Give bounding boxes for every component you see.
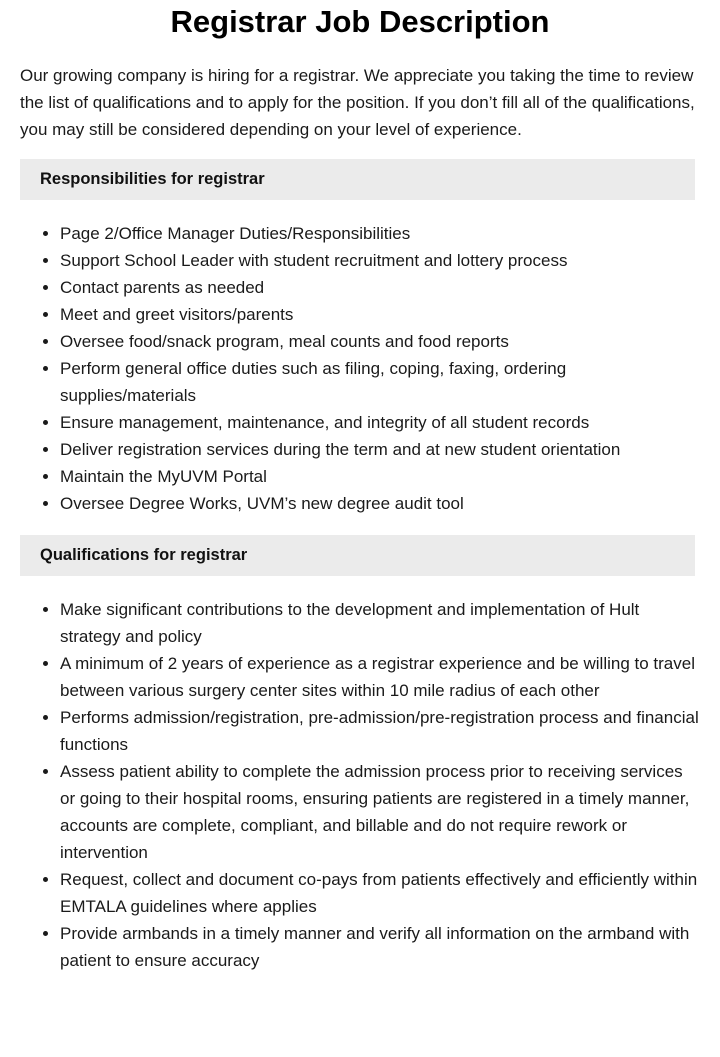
list-item: • A minimum of 2 years of experience as a registrar experience and be willing to travel between various surgery center sites within 10 mile radius of each other bbox=[60, 650, 700, 704]
responsibilities-heading: Responsibilities for registrar bbox=[20, 159, 695, 200]
list-item: • Request, collect and document co-pays from patients effectively and efficiently within EMTALA guidelines where applies bbox=[60, 866, 700, 920]
list-item: • Make significant contributions to the development and implementation of Hult strategy and policy bbox=[60, 596, 700, 650]
list-item: • Ensure management, maintenance, and integrity of all student records bbox=[60, 409, 700, 436]
list-item: • Deliver registration services during the term and at new student orientation bbox=[60, 436, 700, 463]
list-item: • Performs admission/registration, pre-admission/pre-registration process and financial functions bbox=[60, 704, 700, 758]
list-item: • Contact parents as needed bbox=[60, 274, 700, 301]
list-item: • Support School Leader with student recruitment and lottery process bbox=[60, 247, 700, 274]
list-item: • Maintain the MyUVM Portal bbox=[60, 463, 700, 490]
list-item: • Provide armbands in a timely manner and verify all information on the armband with patient to ensure accuracy bbox=[60, 920, 700, 974]
qualifications-heading: Qualifications for registrar bbox=[20, 535, 695, 576]
list-item: • Oversee Degree Works, UVM’s new degree audit tool bbox=[60, 490, 700, 517]
page-title: Registrar Job Description bbox=[170, 4, 550, 39]
list-item: • Meet and greet visitors/parents bbox=[60, 301, 700, 328]
list-item: • Perform general office duties such as filing, coping, faxing, ordering supplies/materials bbox=[60, 355, 700, 409]
list-item: • Assess patient ability to complete the admission process prior to receiving services or going to their hospital rooms, ensuring patients are registered in a timely manner, accounts are complete, compliant, and billable and do not require rework or intervention bbox=[60, 758, 700, 866]
qualifications-list bbox=[20, 596, 700, 974]
list-item: • Oversee food/snack program, meal counts and food reports bbox=[60, 328, 700, 355]
intro-paragraph: Our growing company is hiring for a registrar. We appreciate you taking the time to review the list of qualifications and to apply for the position. If you don’t fill all of the qualifications, you may still be considered depending on your level of experience. bbox=[20, 66, 695, 139]
list-item: • Page 2/Office Manager Duties/Responsibilities bbox=[60, 220, 700, 247]
responsibilities-list bbox=[20, 220, 700, 517]
